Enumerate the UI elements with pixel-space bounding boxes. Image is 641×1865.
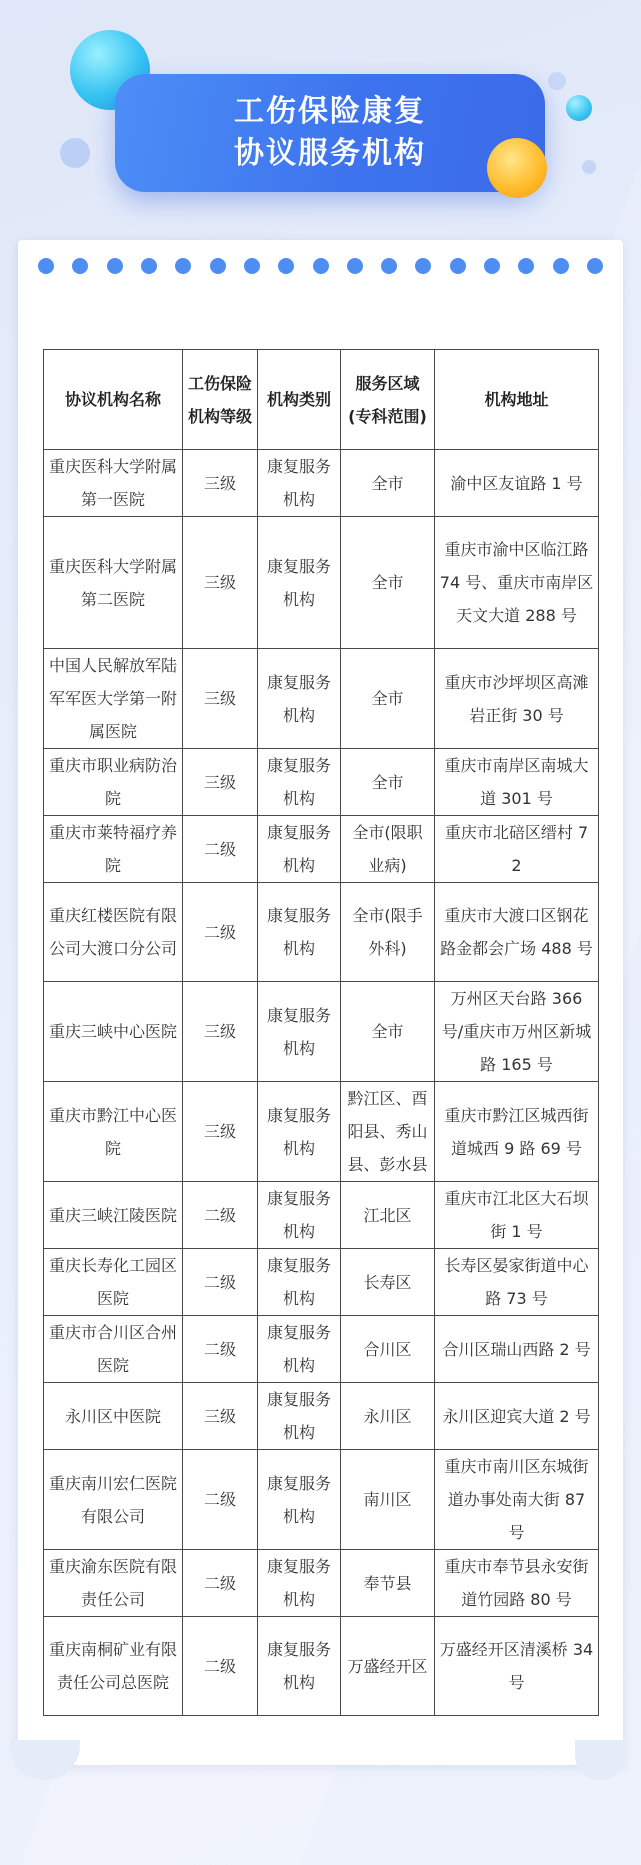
cell-type: 康复服务机构 xyxy=(258,1082,341,1182)
table-row xyxy=(44,1082,599,1182)
cell-address: 合川区瑞山西路 2 号 xyxy=(435,1316,599,1383)
cell-name: 重庆医科大学附属第二医院 xyxy=(44,517,183,649)
cell-area: 江北区 xyxy=(341,1182,435,1249)
table-row xyxy=(44,649,599,749)
cell-area: 全市 xyxy=(341,450,435,517)
cell-name: 重庆渝东医院有限责任公司 xyxy=(44,1550,183,1617)
cell-area: 全市 xyxy=(341,982,435,1082)
binder-dot xyxy=(381,258,397,274)
binder-dot xyxy=(484,258,500,274)
decorative-orange-circle xyxy=(487,138,547,198)
binder-dot xyxy=(244,258,260,274)
cell-type: 康复服务机构 xyxy=(258,1316,341,1383)
table-row xyxy=(44,816,599,883)
cell-level: 三级 xyxy=(183,1383,258,1450)
table-row xyxy=(44,883,599,982)
title-banner xyxy=(115,74,545,192)
cell-level: 二级 xyxy=(183,1182,258,1249)
table-row xyxy=(44,1316,599,1383)
header-level: 工伤保险机构等级 xyxy=(183,350,258,450)
cell-type: 康复服务机构 xyxy=(258,649,341,749)
cell-name: 中国人民解放军陆军军医大学第一附属医院 xyxy=(44,649,183,749)
cell-level: 三级 xyxy=(183,982,258,1082)
institution-table xyxy=(43,349,599,1716)
cell-address: 重庆市南岸区南城大道 301 号 xyxy=(435,749,599,816)
title-line-1: 工伤保险康复 xyxy=(234,94,426,129)
cell-level: 二级 xyxy=(183,1617,258,1716)
cell-name: 重庆市莱特福疗养院 xyxy=(44,816,183,883)
cell-level: 二级 xyxy=(183,816,258,883)
cell-address: 长寿区晏家街道中心路 73 号 xyxy=(435,1249,599,1316)
binder-dot xyxy=(175,258,191,274)
decorative-pale-circle xyxy=(548,72,566,90)
binder-dot xyxy=(347,258,363,274)
binder-dot xyxy=(141,258,157,274)
header-type: 机构类别 xyxy=(258,350,341,450)
cell-level: 三级 xyxy=(183,450,258,517)
cell-level: 二级 xyxy=(183,1316,258,1383)
cell-address: 渝中区友谊路 1 号 xyxy=(435,450,599,517)
cell-area: 黔江区、酉阳县、秀山县、彭水县 xyxy=(341,1082,435,1182)
cell-level: 三级 xyxy=(183,749,258,816)
cell-area: 万盛经开区 xyxy=(341,1617,435,1716)
decorative-pale-circle xyxy=(60,138,90,168)
binder-dots xyxy=(38,258,603,276)
cell-name: 重庆三峡江陵医院 xyxy=(44,1182,183,1249)
cell-address: 重庆市南川区东城街道办事处南大街 87 号 xyxy=(435,1450,599,1550)
binder-dot xyxy=(313,258,329,274)
table-row xyxy=(44,450,599,517)
cell-type: 康复服务机构 xyxy=(258,1249,341,1316)
cell-area: 永川区 xyxy=(341,1383,435,1450)
cell-address: 重庆市奉节县永安街道竹园路 80 号 xyxy=(435,1550,599,1617)
cell-name: 重庆市职业病防治院 xyxy=(44,749,183,816)
cell-type: 康复服务机构 xyxy=(258,883,341,982)
table-row xyxy=(44,1550,599,1617)
header-area: 服务区域(专科范围) xyxy=(341,350,435,450)
cell-address: 重庆市沙坪坝区高滩岩正街 30 号 xyxy=(435,649,599,749)
cell-area: 奉节县 xyxy=(341,1550,435,1617)
cell-name: 重庆南桐矿业有限责任公司总医院 xyxy=(44,1617,183,1716)
cell-level: 三级 xyxy=(183,517,258,649)
cell-name: 重庆三峡中心医院 xyxy=(44,982,183,1082)
cell-name: 重庆市合川区合州医院 xyxy=(44,1316,183,1383)
table-header-row xyxy=(44,350,599,450)
binder-dot xyxy=(450,258,466,274)
cell-name: 重庆红楼医院有限公司大渡口分公司 xyxy=(44,883,183,982)
cell-name: 重庆医科大学附属第一医院 xyxy=(44,450,183,517)
cell-address: 永川区迎宾大道 2 号 xyxy=(435,1383,599,1450)
cell-area: 长寿区 xyxy=(341,1249,435,1316)
table-row xyxy=(44,1249,599,1316)
binder-dot xyxy=(278,258,294,274)
decorative-pale-circle xyxy=(582,160,596,174)
table-row xyxy=(44,749,599,816)
page-curl-right xyxy=(575,1740,625,1780)
table-row xyxy=(44,517,599,649)
table-body xyxy=(44,450,599,1716)
table-row xyxy=(44,1617,599,1716)
cell-level: 二级 xyxy=(183,1249,258,1316)
cell-name: 重庆南川宏仁医院有限公司 xyxy=(44,1450,183,1550)
cell-name: 重庆市黔江中心医院 xyxy=(44,1082,183,1182)
table-row xyxy=(44,1450,599,1550)
binder-dot xyxy=(553,258,569,274)
cell-level: 三级 xyxy=(183,1082,258,1182)
cell-address: 万州区天台路 366 号/重庆市万州区新城路 165 号 xyxy=(435,982,599,1082)
cell-type: 康复服务机构 xyxy=(258,450,341,517)
cell-area: 全市 xyxy=(341,749,435,816)
binder-dot xyxy=(415,258,431,274)
binder-dot xyxy=(38,258,54,274)
cell-area: 合川区 xyxy=(341,1316,435,1383)
cell-level: 二级 xyxy=(183,1450,258,1550)
cell-address: 重庆市北碚区缙村 7 2 xyxy=(435,816,599,883)
cell-address: 重庆市渝中区临江路 74 号、重庆市南岸区天文大道 288 号 xyxy=(435,517,599,649)
binder-dot xyxy=(107,258,123,274)
cell-address: 重庆市黔江区城西街道城西 9 路 69 号 xyxy=(435,1082,599,1182)
cell-type: 康复服务机构 xyxy=(258,816,341,883)
cell-type: 康复服务机构 xyxy=(258,749,341,816)
cell-area: 全市(限职业病) xyxy=(341,816,435,883)
cell-area: 全市 xyxy=(341,517,435,649)
cell-type: 康复服务机构 xyxy=(258,1550,341,1617)
binder-dot xyxy=(587,258,603,274)
title-line-2: 协议服务机构 xyxy=(234,136,426,171)
cell-area: 全市(限手外科) xyxy=(341,883,435,982)
cell-type: 康复服务机构 xyxy=(258,1182,341,1249)
cell-area: 全市 xyxy=(341,649,435,749)
header-address: 机构地址 xyxy=(435,350,599,450)
decorative-cyan-circle xyxy=(566,95,592,121)
binder-dot xyxy=(518,258,534,274)
cell-address: 万盛经开区清溪桥 34 号 xyxy=(435,1617,599,1716)
table-row xyxy=(44,982,599,1082)
cell-type: 康复服务机构 xyxy=(258,982,341,1082)
binder-dot xyxy=(210,258,226,274)
cell-type: 康复服务机构 xyxy=(258,1383,341,1450)
table-row xyxy=(44,1383,599,1450)
cell-level: 三级 xyxy=(183,649,258,749)
cell-type: 康复服务机构 xyxy=(258,517,341,649)
cell-name: 永川区中医院 xyxy=(44,1383,183,1450)
cell-address: 重庆市大渡口区钢花路金都会广场 488 号 xyxy=(435,883,599,982)
table-row xyxy=(44,1182,599,1249)
cell-level: 二级 xyxy=(183,1550,258,1617)
cell-area: 南川区 xyxy=(341,1450,435,1550)
binder-dot xyxy=(72,258,88,274)
header-name: 协议机构名称 xyxy=(44,350,183,450)
cell-type: 康复服务机构 xyxy=(258,1450,341,1550)
cell-address: 重庆市江北区大石坝街 1 号 xyxy=(435,1182,599,1249)
cell-type: 康复服务机构 xyxy=(258,1617,341,1716)
cell-level: 二级 xyxy=(183,883,258,982)
cell-name: 重庆长寿化工园区医院 xyxy=(44,1249,183,1316)
